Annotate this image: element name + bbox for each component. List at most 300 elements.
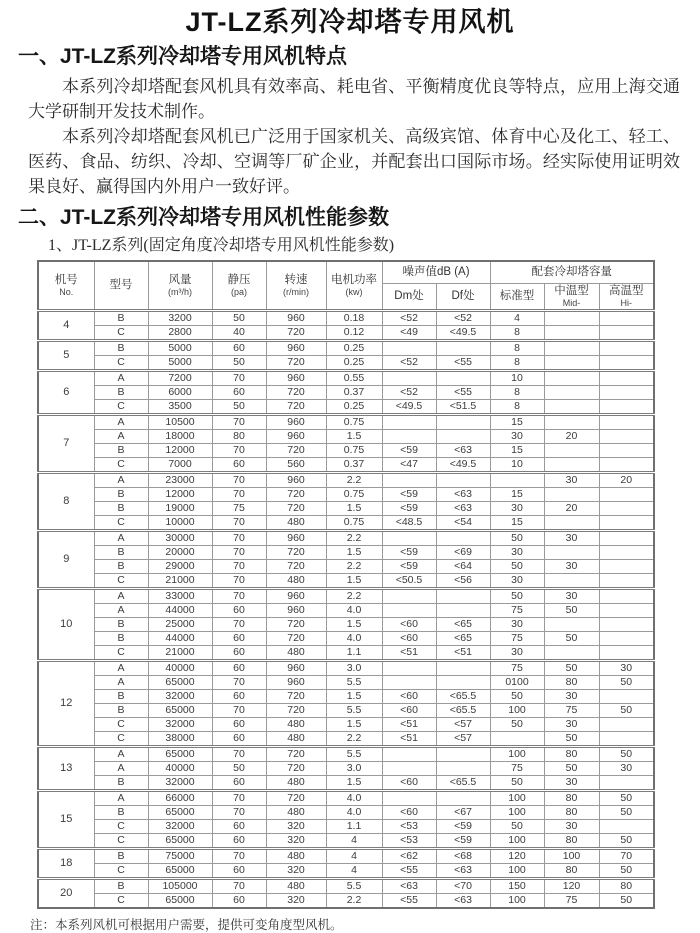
header-machine-no-en: No.	[59, 287, 74, 297]
airflow-cell: 75000	[148, 849, 212, 864]
airflow-cell: 7200	[148, 371, 212, 386]
capacity-standard-cell: 75	[490, 632, 544, 646]
airflow-cell: 23000	[148, 473, 212, 488]
noise-df-cell: <65.5	[436, 776, 490, 791]
header-capacity-high-en: Hi-	[620, 298, 632, 308]
capacity-high-cell	[599, 776, 654, 791]
pressure-cell: 70	[212, 879, 266, 894]
table-row	[38, 341, 654, 356]
capacity-standard-cell	[490, 732, 544, 747]
speed-cell: 720	[266, 488, 326, 502]
capacity-mid-cell: 30	[544, 531, 599, 546]
model-cell: C	[94, 400, 148, 415]
machine-no-cell: 5	[38, 341, 94, 371]
noise-df-cell: <63	[436, 864, 490, 879]
table-row	[38, 502, 654, 516]
header-speed	[266, 261, 326, 311]
model-cell: C	[94, 894, 148, 909]
airflow-cell: 21000	[148, 574, 212, 589]
model-cell: B	[94, 776, 148, 791]
noise-dm-cell	[382, 661, 436, 676]
airflow-cell: 44000	[148, 632, 212, 646]
machine-no-cell: 18	[38, 849, 94, 879]
speed-cell: 560	[266, 458, 326, 473]
noise-df-cell	[436, 415, 490, 430]
capacity-standard-cell: 10	[490, 458, 544, 473]
pressure-cell: 60	[212, 820, 266, 834]
noise-df-cell	[436, 604, 490, 618]
pressure-cell: 70	[212, 589, 266, 604]
noise-dm-cell: <50.5	[382, 574, 436, 589]
header-airflow-cn: 风量	[168, 274, 192, 286]
model-cell: B	[94, 704, 148, 718]
table-row	[38, 356, 654, 371]
noise-df-cell	[436, 341, 490, 356]
power-cell: 4.0	[326, 604, 382, 618]
noise-dm-cell: <59	[382, 488, 436, 502]
header-static-pressure	[212, 261, 266, 311]
airflow-cell: 25000	[148, 618, 212, 632]
table-row	[38, 326, 654, 341]
capacity-standard-cell: 50	[490, 560, 544, 574]
capacity-high-cell	[599, 326, 654, 341]
capacity-standard-cell: 50	[490, 690, 544, 704]
noise-dm-cell: <63	[382, 879, 436, 894]
capacity-high-cell	[599, 430, 654, 444]
noise-dm-cell	[382, 473, 436, 488]
capacity-high-cell	[599, 560, 654, 574]
table-row	[38, 879, 654, 894]
table-row	[38, 574, 654, 589]
power-cell: 1.5	[326, 618, 382, 632]
header-speed-unit: (r/min)	[283, 287, 309, 297]
capacity-mid-cell: 80	[544, 834, 599, 849]
model-cell: C	[94, 458, 148, 473]
noise-df-cell	[436, 589, 490, 604]
noise-dm-cell: <62	[382, 849, 436, 864]
noise-dm-cell: <55	[382, 864, 436, 879]
speed-cell: 480	[266, 732, 326, 747]
airflow-cell: 32000	[148, 776, 212, 791]
model-cell: B	[94, 879, 148, 894]
capacity-high-cell	[599, 341, 654, 356]
airflow-cell: 65000	[148, 864, 212, 879]
capacity-standard-cell: 15	[490, 488, 544, 502]
power-cell: 1.5	[326, 502, 382, 516]
capacity-standard-cell: 8	[490, 400, 544, 415]
airflow-cell: 3200	[148, 311, 212, 326]
table-row	[38, 676, 654, 690]
noise-df-cell: <59	[436, 820, 490, 834]
capacity-high-cell: 50	[599, 704, 654, 718]
capacity-standard-cell: 15	[490, 415, 544, 430]
capacity-high-cell: 50	[599, 864, 654, 879]
capacity-standard-cell: 100	[490, 747, 544, 762]
airflow-cell: 12000	[148, 488, 212, 502]
machine-no-cell: 20	[38, 879, 94, 909]
airflow-cell: 44000	[148, 604, 212, 618]
noise-dm-cell	[382, 341, 436, 356]
capacity-standard-cell	[490, 473, 544, 488]
airflow-cell: 65000	[148, 806, 212, 820]
table-row	[38, 400, 654, 415]
model-cell: B	[94, 618, 148, 632]
noise-dm-cell: <60	[382, 806, 436, 820]
power-cell: 2.2	[326, 732, 382, 747]
capacity-standard-cell: 100	[490, 864, 544, 879]
capacity-high-cell: 50	[599, 676, 654, 690]
noise-df-cell	[436, 371, 490, 386]
header-noise-df: Df处	[436, 284, 490, 311]
model-cell: C	[94, 732, 148, 747]
header-static-pressure-unit: (pa)	[230, 287, 247, 297]
pressure-cell: 70	[212, 704, 266, 718]
model-cell: C	[94, 646, 148, 661]
airflow-cell: 29000	[148, 560, 212, 574]
noise-dm-cell	[382, 791, 436, 806]
noise-dm-cell: <60	[382, 704, 436, 718]
header-machine-no	[38, 261, 94, 311]
airflow-cell: 21000	[148, 646, 212, 661]
noise-df-cell: <55	[436, 386, 490, 400]
capacity-standard-cell: 10	[490, 371, 544, 386]
noise-df-cell: <67	[436, 806, 490, 820]
power-cell: 0.12	[326, 326, 382, 341]
capacity-high-cell	[599, 718, 654, 732]
power-cell: 2.2	[326, 589, 382, 604]
speed-cell: 720	[266, 632, 326, 646]
speed-cell: 480	[266, 849, 326, 864]
airflow-cell: 3500	[148, 400, 212, 415]
power-cell: 2.2	[326, 894, 382, 909]
noise-dm-cell: <52	[382, 356, 436, 371]
capacity-high-cell	[599, 589, 654, 604]
capacity-mid-cell: 50	[544, 632, 599, 646]
capacity-high-cell	[599, 415, 654, 430]
capacity-high-cell	[599, 371, 654, 386]
airflow-cell: 2800	[148, 326, 212, 341]
noise-df-cell	[436, 473, 490, 488]
noise-df-cell: <57	[436, 732, 490, 747]
airflow-cell: 33000	[148, 589, 212, 604]
airflow-cell: 5000	[148, 341, 212, 356]
pressure-cell: 60	[212, 661, 266, 676]
model-cell: A	[94, 604, 148, 618]
noise-df-cell	[436, 676, 490, 690]
speed-cell: 720	[266, 747, 326, 762]
model-cell: A	[94, 430, 148, 444]
capacity-high-cell	[599, 574, 654, 589]
capacity-standard-cell: 30	[490, 430, 544, 444]
pressure-cell: 70	[212, 371, 266, 386]
table-row	[38, 458, 654, 473]
noise-dm-cell	[382, 589, 436, 604]
capacity-mid-cell	[544, 326, 599, 341]
header-airflow	[148, 261, 212, 311]
model-cell: B	[94, 444, 148, 458]
model-cell: C	[94, 834, 148, 849]
paragraph-features-1: 本系列冷却塔配套风机具有效率高、耗电省、平衡精度优良等特点，应用上海交通大学研制开发技术制作。	[28, 77, 680, 121]
capacity-standard-cell: 100	[490, 834, 544, 849]
pressure-cell: 75	[212, 502, 266, 516]
capacity-standard-cell: 50	[490, 531, 544, 546]
noise-df-cell: <65.5	[436, 704, 490, 718]
airflow-cell: 65000	[148, 834, 212, 849]
noise-dm-cell: <49.5	[382, 400, 436, 415]
machine-no-cell: 12	[38, 661, 94, 747]
power-cell: 4	[326, 849, 382, 864]
pressure-cell: 70	[212, 791, 266, 806]
capacity-standard-cell: 30	[490, 646, 544, 661]
capacity-high-cell	[599, 516, 654, 531]
model-cell: C	[94, 516, 148, 531]
capacity-mid-cell: 80	[544, 806, 599, 820]
model-cell: A	[94, 473, 148, 488]
noise-dm-cell: <60	[382, 618, 436, 632]
noise-df-cell	[436, 791, 490, 806]
model-cell: B	[94, 560, 148, 574]
table-row	[38, 864, 654, 879]
speed-cell: 720	[266, 326, 326, 341]
speed-cell: 720	[266, 690, 326, 704]
capacity-high-cell	[599, 646, 654, 661]
pressure-cell: 70	[212, 444, 266, 458]
capacity-high-cell: 70	[599, 849, 654, 864]
model-cell: C	[94, 356, 148, 371]
noise-df-cell: <65	[436, 632, 490, 646]
power-cell: 1.5	[326, 776, 382, 791]
pressure-cell: 70	[212, 560, 266, 574]
airflow-cell: 40000	[148, 661, 212, 676]
noise-df-cell: <59	[436, 834, 490, 849]
performance-table-body	[38, 311, 654, 909]
capacity-standard-cell: 30	[490, 502, 544, 516]
section1-heading: 一、JT-LZ系列冷却塔专用风机特点	[18, 45, 347, 68]
noise-df-cell: <63	[436, 894, 490, 909]
model-cell: B	[94, 546, 148, 560]
header-machine-no-cn: 机号	[54, 274, 78, 286]
table-row	[38, 488, 654, 502]
noise-df-cell: <51.5	[436, 400, 490, 415]
speed-cell: 960	[266, 589, 326, 604]
power-cell: 0.75	[326, 516, 382, 531]
noise-dm-cell: <51	[382, 732, 436, 747]
speed-cell: 320	[266, 834, 326, 849]
capacity-high-cell: 50	[599, 834, 654, 849]
capacity-high-cell: 50	[599, 894, 654, 909]
noise-dm-cell	[382, 371, 436, 386]
capacity-standard-cell: 15	[490, 444, 544, 458]
capacity-mid-cell: 50	[544, 732, 599, 747]
capacity-mid-cell: 50	[544, 661, 599, 676]
speed-cell: 320	[266, 894, 326, 909]
table-row	[38, 589, 654, 604]
capacity-standard-cell: 100	[490, 894, 544, 909]
table-row	[38, 546, 654, 560]
capacity-standard-cell: 30	[490, 618, 544, 632]
machine-no-cell: 10	[38, 589, 94, 661]
speed-cell: 720	[266, 704, 326, 718]
speed-cell: 480	[266, 776, 326, 791]
noise-dm-cell: <49	[382, 326, 436, 341]
page-title: JT-LZ系列冷却塔专用风机	[185, 7, 515, 37]
noise-df-cell	[436, 747, 490, 762]
capacity-high-cell	[599, 690, 654, 704]
capacity-standard-cell: 100	[490, 704, 544, 718]
model-cell: C	[94, 820, 148, 834]
capacity-mid-cell: 20	[544, 502, 599, 516]
table-row	[38, 618, 654, 632]
capacity-mid-cell	[544, 341, 599, 356]
pressure-cell: 70	[212, 516, 266, 531]
speed-cell: 720	[266, 762, 326, 776]
speed-cell: 960	[266, 311, 326, 326]
capacity-high-cell	[599, 311, 654, 326]
capacity-high-cell	[599, 820, 654, 834]
capacity-high-cell: 20	[599, 473, 654, 488]
capacity-mid-cell: 80	[544, 676, 599, 690]
power-cell: 5.5	[326, 747, 382, 762]
capacity-standard-cell: 15	[490, 516, 544, 531]
pressure-cell: 70	[212, 806, 266, 820]
capacity-mid-cell	[544, 516, 599, 531]
capacity-mid-cell	[544, 415, 599, 430]
power-cell: 3.0	[326, 762, 382, 776]
capacity-mid-cell	[544, 574, 599, 589]
noise-dm-cell: <59	[382, 502, 436, 516]
machine-no-cell: 6	[38, 371, 94, 415]
pressure-cell: 60	[212, 458, 266, 473]
model-cell: B	[94, 632, 148, 646]
table-row	[38, 415, 654, 430]
table-row	[38, 690, 654, 704]
power-cell: 1.5	[326, 690, 382, 704]
power-cell: 0.18	[326, 311, 382, 326]
noise-dm-cell: <51	[382, 646, 436, 661]
model-cell: A	[94, 531, 148, 546]
model-cell: B	[94, 341, 148, 356]
model-cell: A	[94, 371, 148, 386]
noise-dm-cell	[382, 604, 436, 618]
airflow-cell: 7000	[148, 458, 212, 473]
capacity-mid-cell: 30	[544, 690, 599, 704]
capacity-mid-cell: 75	[544, 894, 599, 909]
pressure-cell: 70	[212, 676, 266, 690]
power-cell: 0.55	[326, 371, 382, 386]
capacity-high-cell	[599, 502, 654, 516]
noise-dm-cell: <53	[382, 834, 436, 849]
speed-cell: 480	[266, 879, 326, 894]
table-row	[38, 371, 654, 386]
table-row	[38, 311, 654, 326]
capacity-mid-cell	[544, 386, 599, 400]
power-cell: 0.25	[326, 400, 382, 415]
noise-df-cell: <51	[436, 646, 490, 661]
model-cell: B	[94, 488, 148, 502]
noise-dm-cell	[382, 747, 436, 762]
header-capacity-high	[599, 284, 654, 311]
model-cell: B	[94, 849, 148, 864]
model-cell: B	[94, 502, 148, 516]
capacity-high-cell: 50	[599, 806, 654, 820]
power-cell: 0.37	[326, 458, 382, 473]
capacity-high-cell	[599, 604, 654, 618]
speed-cell: 960	[266, 473, 326, 488]
capacity-high-cell	[599, 400, 654, 415]
airflow-cell: 30000	[148, 531, 212, 546]
noise-df-cell: <55	[436, 356, 490, 371]
noise-dm-cell: <60	[382, 690, 436, 704]
capacity-mid-cell: 30	[544, 473, 599, 488]
table-row	[38, 531, 654, 546]
power-cell: 0.75	[326, 415, 382, 430]
airflow-cell: 65000	[148, 747, 212, 762]
capacity-high-cell	[599, 458, 654, 473]
table-row	[38, 762, 654, 776]
power-cell: 5.5	[326, 676, 382, 690]
capacity-mid-cell: 30	[544, 776, 599, 791]
pressure-cell: 60	[212, 604, 266, 618]
power-cell: 1.5	[326, 718, 382, 732]
power-cell: 0.75	[326, 444, 382, 458]
header-power	[326, 261, 382, 311]
pressure-cell: 60	[212, 718, 266, 732]
power-cell: 4	[326, 834, 382, 849]
speed-cell: 480	[266, 718, 326, 732]
noise-dm-cell: <51	[382, 718, 436, 732]
airflow-cell: 65000	[148, 894, 212, 909]
speed-cell: 720	[266, 618, 326, 632]
airflow-cell: 32000	[148, 690, 212, 704]
speed-cell: 720	[266, 791, 326, 806]
capacity-mid-cell: 120	[544, 879, 599, 894]
pressure-cell: 40	[212, 326, 266, 341]
power-cell: 1.1	[326, 646, 382, 661]
pressure-cell: 60	[212, 646, 266, 661]
noise-df-cell: <49.5	[436, 326, 490, 341]
pressure-cell: 70	[212, 531, 266, 546]
speed-cell: 320	[266, 820, 326, 834]
table-row	[38, 632, 654, 646]
airflow-cell: 38000	[148, 732, 212, 747]
header-noise-dm: Dm处	[382, 284, 436, 311]
speed-cell: 720	[266, 560, 326, 574]
table-row	[38, 560, 654, 574]
airflow-cell: 32000	[148, 820, 212, 834]
machine-no-cell: 4	[38, 311, 94, 341]
airflow-cell: 6000	[148, 386, 212, 400]
capacity-mid-cell: 50	[544, 762, 599, 776]
model-cell: A	[94, 589, 148, 604]
pressure-cell: 60	[212, 632, 266, 646]
power-cell: 4	[326, 864, 382, 879]
power-cell: 0.25	[326, 356, 382, 371]
pressure-cell: 70	[212, 747, 266, 762]
power-cell: 0.75	[326, 488, 382, 502]
header-airflow-unit: (m³/h)	[168, 287, 192, 297]
capacity-mid-cell	[544, 444, 599, 458]
speed-cell: 480	[266, 574, 326, 589]
model-cell: C	[94, 326, 148, 341]
noise-df-cell	[436, 531, 490, 546]
capacity-mid-cell: 30	[544, 718, 599, 732]
capacity-mid-cell	[544, 311, 599, 326]
header-capacity-mid	[544, 284, 599, 311]
table-row	[38, 704, 654, 718]
capacity-standard-cell: 50	[490, 718, 544, 732]
capacity-high-cell	[599, 386, 654, 400]
pressure-cell: 60	[212, 864, 266, 879]
